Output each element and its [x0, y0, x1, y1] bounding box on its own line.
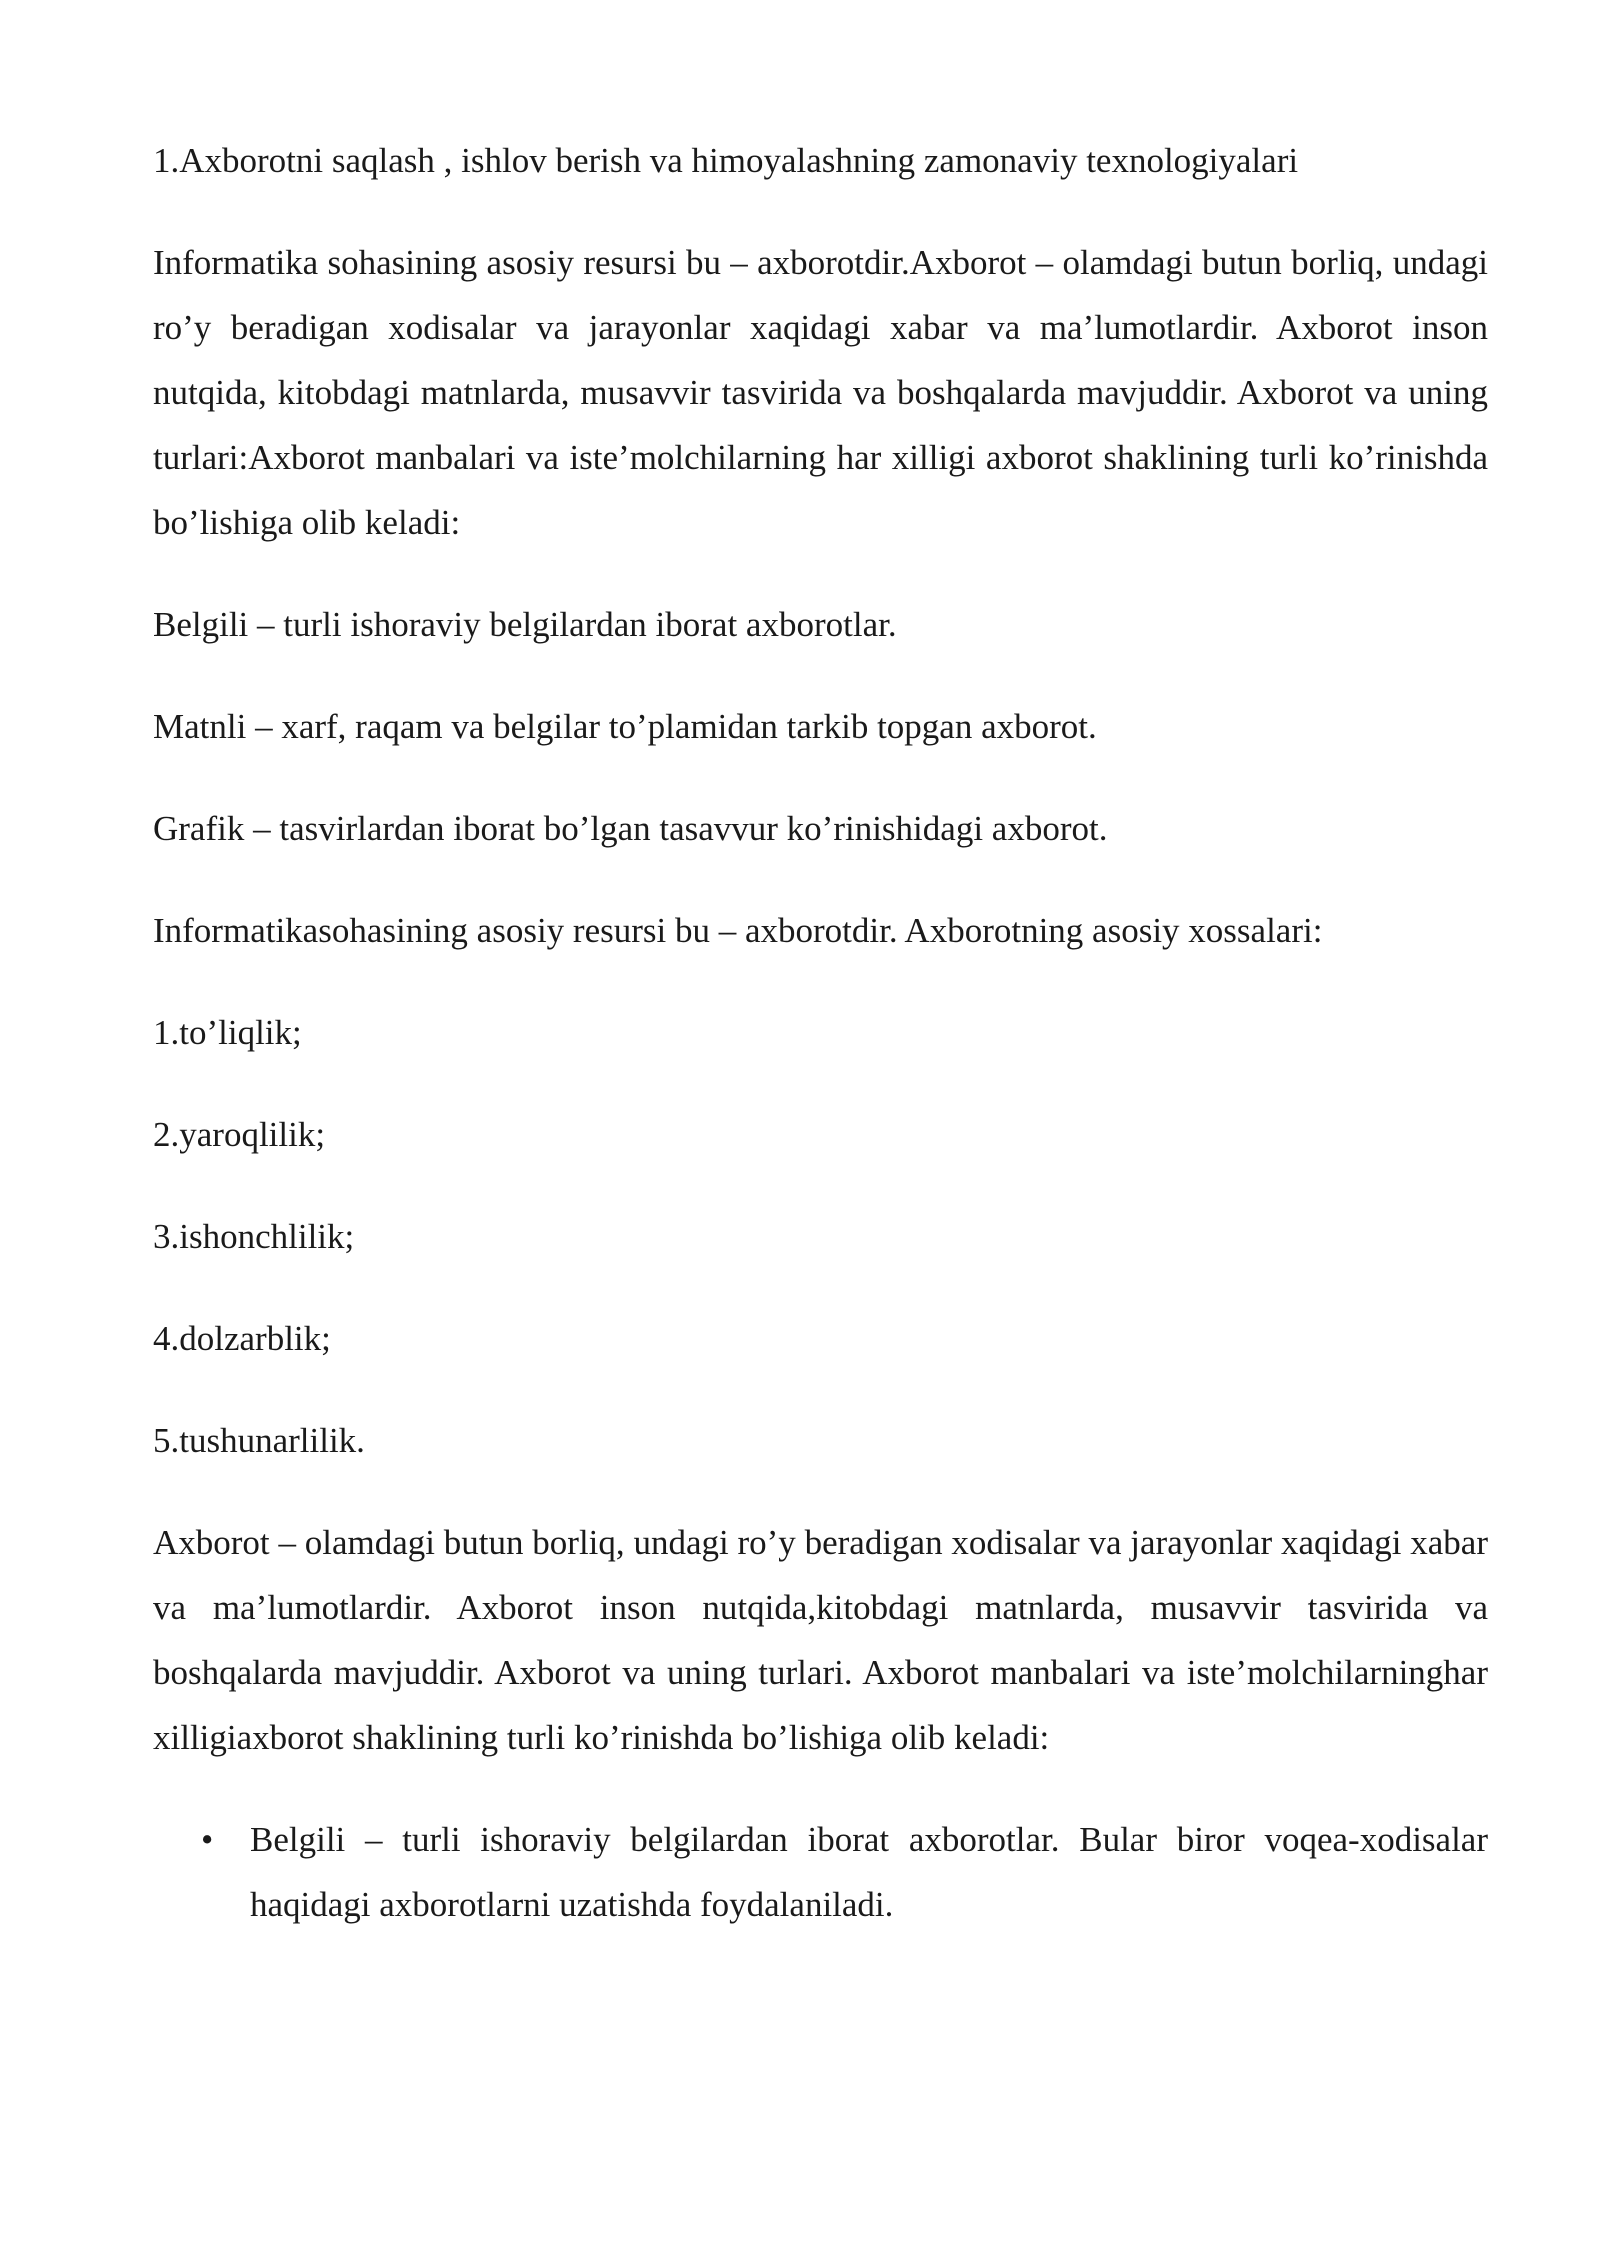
property-item: 3.ishonchlilik;: [153, 1217, 355, 1256]
type-item-graphic: Grafik – tasvirlardan iborat bo’lgan tasavvur ko’rinishidagi axborot.: [153, 809, 1108, 848]
document-page: [153, 128, 1488, 1937]
document-heading: 1.Axborotni saqlash , ishlov berish va himoyalashning zamonaviy texnologiyalari: [153, 141, 1299, 180]
second-paragraph: Axborot – olamdagi butun borliq, undagi ro’y beradigan xodisalar va jarayonlar xaqidagi xabar va ma’lumotlardir. Axborot inson nutqida,kitobdagi matnlarda, musavvir tasvirida va boshqalarda mavjuddir. Axborot va uning turlari. Axborot manbalari va iste’molchilarninghar xilligiaxborot shaklining turli ko’rinishda bo’lishiga olib keladi:: [153, 1523, 1488, 1757]
property-item: 4.dolzarblik;: [153, 1319, 331, 1358]
bullet-list: [153, 1807, 1488, 1937]
property-item: 1.to’liqlik;: [153, 1013, 302, 1052]
property-item: 5.tushunarlilik.: [153, 1421, 365, 1460]
property-item: 2.yaroqlilik;: [153, 1115, 326, 1154]
bullet-marker: •: [201, 1820, 214, 1859]
type-item-text: Matnli – xarf, raqam va belgilar to’plamidan tarkib topgan axborot.: [153, 707, 1097, 746]
bullet-item: [153, 1807, 1488, 1937]
bullet-text: Belgili – turli ishoraviy belgilardan iborat axborotlar. Bular biror voqea-xodisalar haqidagi axborotlarni uzatishda foydalaniladi.: [250, 1820, 1488, 1924]
properties-intro: Informatikasohasining asosiy resursi bu – axborotdir. Axborotning asosiy xossalari:: [153, 911, 1323, 950]
type-item-symbolic: Belgili – turli ishoraviy belgilardan iborat axborotlar.: [153, 605, 897, 644]
intro-paragraph: Informatika sohasining asosiy resursi bu – axborotdir.Axborot – olamdagi butun borliq, undagi ro’y beradigan xodisalar va jarayonlar xaqidagi xabar va ma’lumotlardir. Axborot inson nutqida, kitobdagi matnlarda, musavvir tasvirida va boshqalarda mavjuddir. Axborot va uning turlari:Axborot manbalari va iste’molchilarning har xilligi axborot shaklining turli ko’rinishda bo’lishiga olib keladi:: [153, 243, 1488, 542]
